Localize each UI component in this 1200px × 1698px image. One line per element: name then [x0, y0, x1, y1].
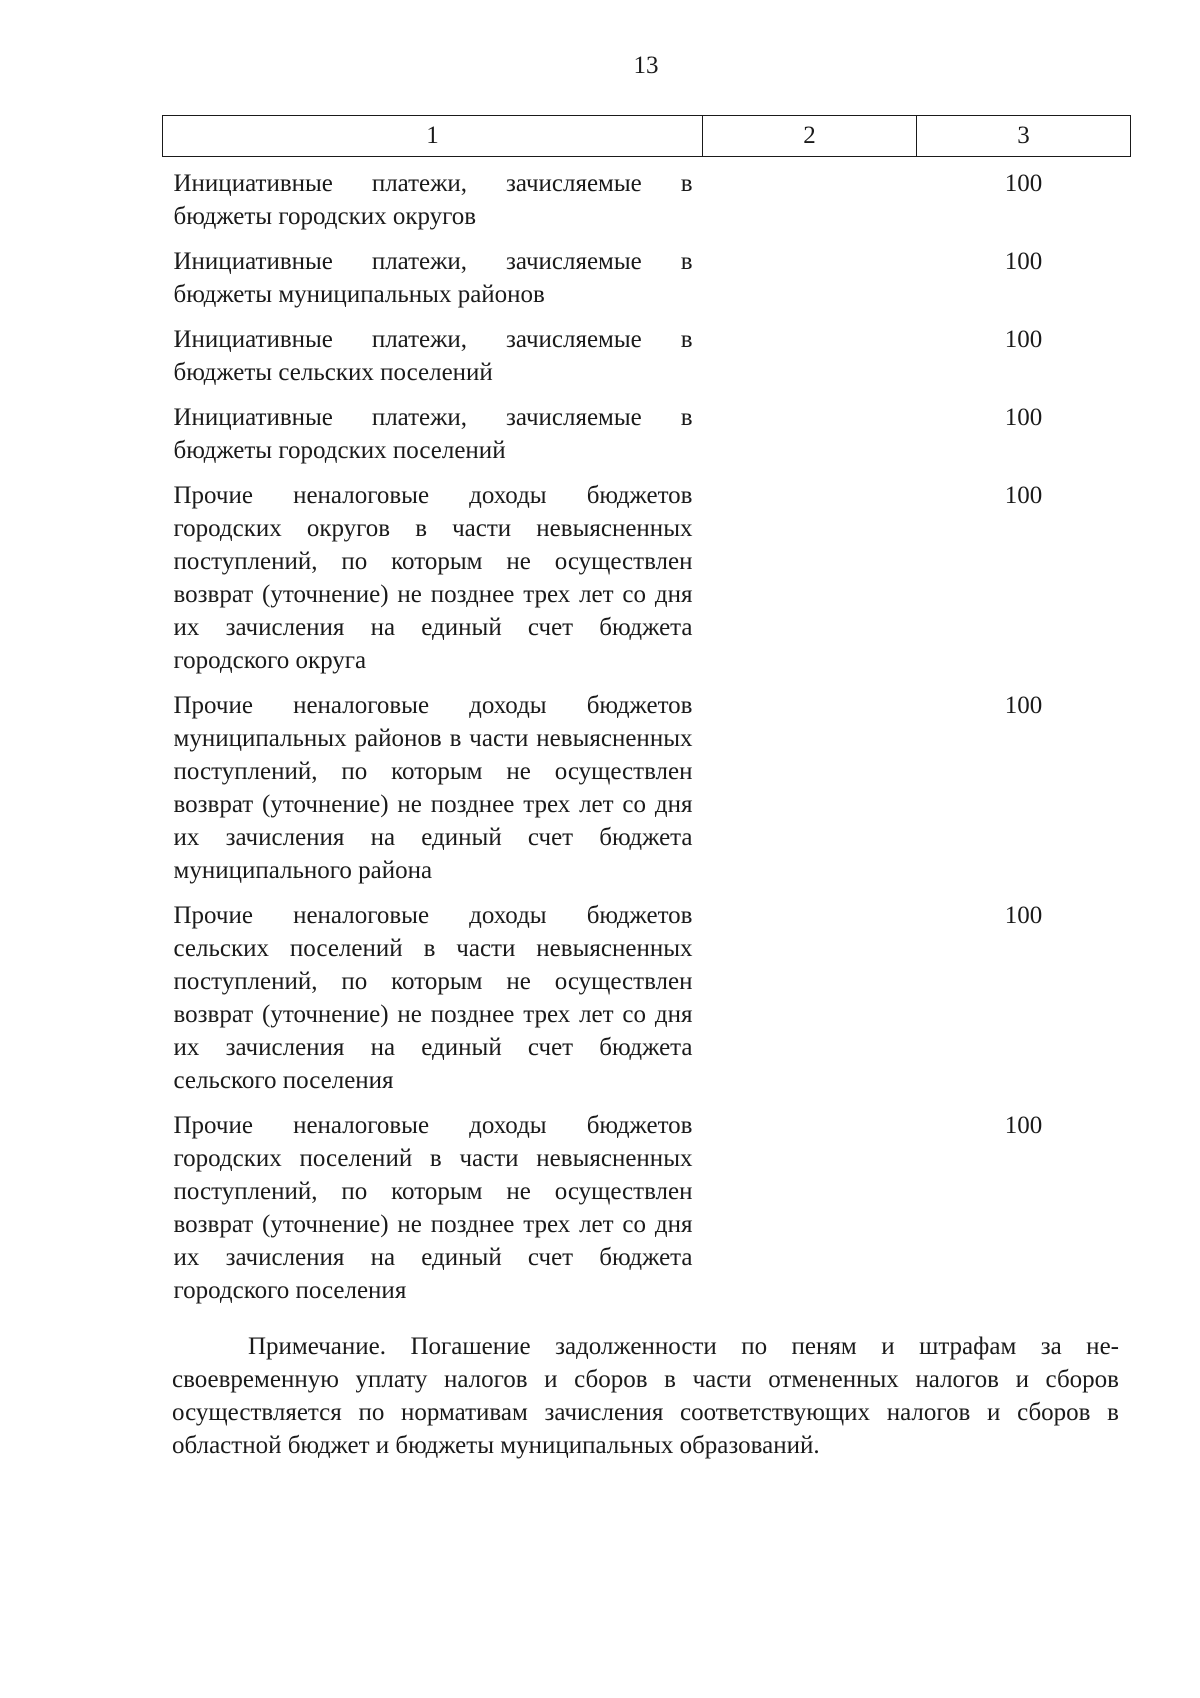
row-description: Прочие неналоговые доходы бюджетов городских поселений в части невыясненных поступлений, по которым не осуществлен возврат (уточнение) не позднее трех лет со дня их зачисления на единый счет бюджета городского поселения — [173, 1112, 693, 1304]
row-value: 100 — [1004, 482, 1043, 509]
row-description: Прочие неналоговые доходы бюджетов городских округов в части невыясненных поступлений, по которым не осуществлен возврат (уточнение) не позднее трех лет со дня их зачисления на единый счет бюджета городского округа — [173, 482, 693, 674]
table-row — [163, 157, 1131, 246]
table-row — [163, 689, 1131, 899]
row-description: Инициативные платежи, зачисляемые в бюджеты городских округов — [173, 170, 693, 230]
row-value: 100 — [1004, 1112, 1043, 1139]
table-row — [163, 401, 1131, 479]
revenue-table — [162, 115, 1131, 1319]
note-paragraph: Примечание. Погашение задолженности по пеням и штрафам за несвоевременную уплату налогов и сборов в части отмененных налогов и сборов осуществляется по нормативам зачисления соответствующих налогов и сборов в областной бюджет и бюджеты муниципальных образований. — [172, 1333, 1119, 1459]
row-value: 100 — [1004, 248, 1043, 275]
row-value: 100 — [1004, 170, 1043, 197]
row-description: Инициативные платежи, зачисляемые в бюджеты городских поселений — [173, 404, 693, 464]
row-value: 100 — [1004, 404, 1043, 431]
column-header-3: 3 — [917, 116, 1131, 157]
table-row — [163, 245, 1131, 323]
row-code — [703, 323, 917, 401]
row-description: Прочие неналоговые доходы бюджетов сельских поселений в части невыясненных поступлений, по которым не осуществлен возврат (уточнение) не позднее трех лет со дня их зачисления на единый счет бюджета сельского поселения — [173, 902, 693, 1094]
table-header — [163, 116, 1131, 157]
row-code — [703, 245, 917, 323]
row-description: Инициативные платежи, зачисляемые в бюджеты муниципальных районов — [173, 248, 693, 308]
table-row — [163, 1109, 1131, 1319]
row-description: Инициативные платежи, зачисляемые в бюджеты сельских поселений — [173, 326, 693, 386]
row-code — [703, 689, 917, 899]
row-code — [703, 401, 917, 479]
row-value: 100 — [1004, 692, 1043, 719]
table-body — [163, 157, 1131, 1320]
row-description: Прочие неналоговые доходы бюджетов муниципальных районов в части невыясненных поступлений, по которым не осуществлен возврат (уточнение) не позднее трех лет со дня их зачисления на единый счет бюджета муниципального района — [173, 692, 693, 884]
row-value: 100 — [1004, 326, 1043, 353]
table-row — [163, 899, 1131, 1109]
row-value: 100 — [1004, 902, 1043, 929]
column-header-1: 1 — [163, 116, 703, 157]
row-code — [703, 157, 917, 246]
row-code — [703, 899, 917, 1109]
table-row — [163, 479, 1131, 689]
page-number: 13 — [633, 52, 659, 79]
row-code — [703, 1109, 917, 1319]
row-code — [703, 479, 917, 689]
header-row — [163, 116, 1131, 157]
table-row — [163, 323, 1131, 401]
column-header-2: 2 — [703, 116, 917, 157]
